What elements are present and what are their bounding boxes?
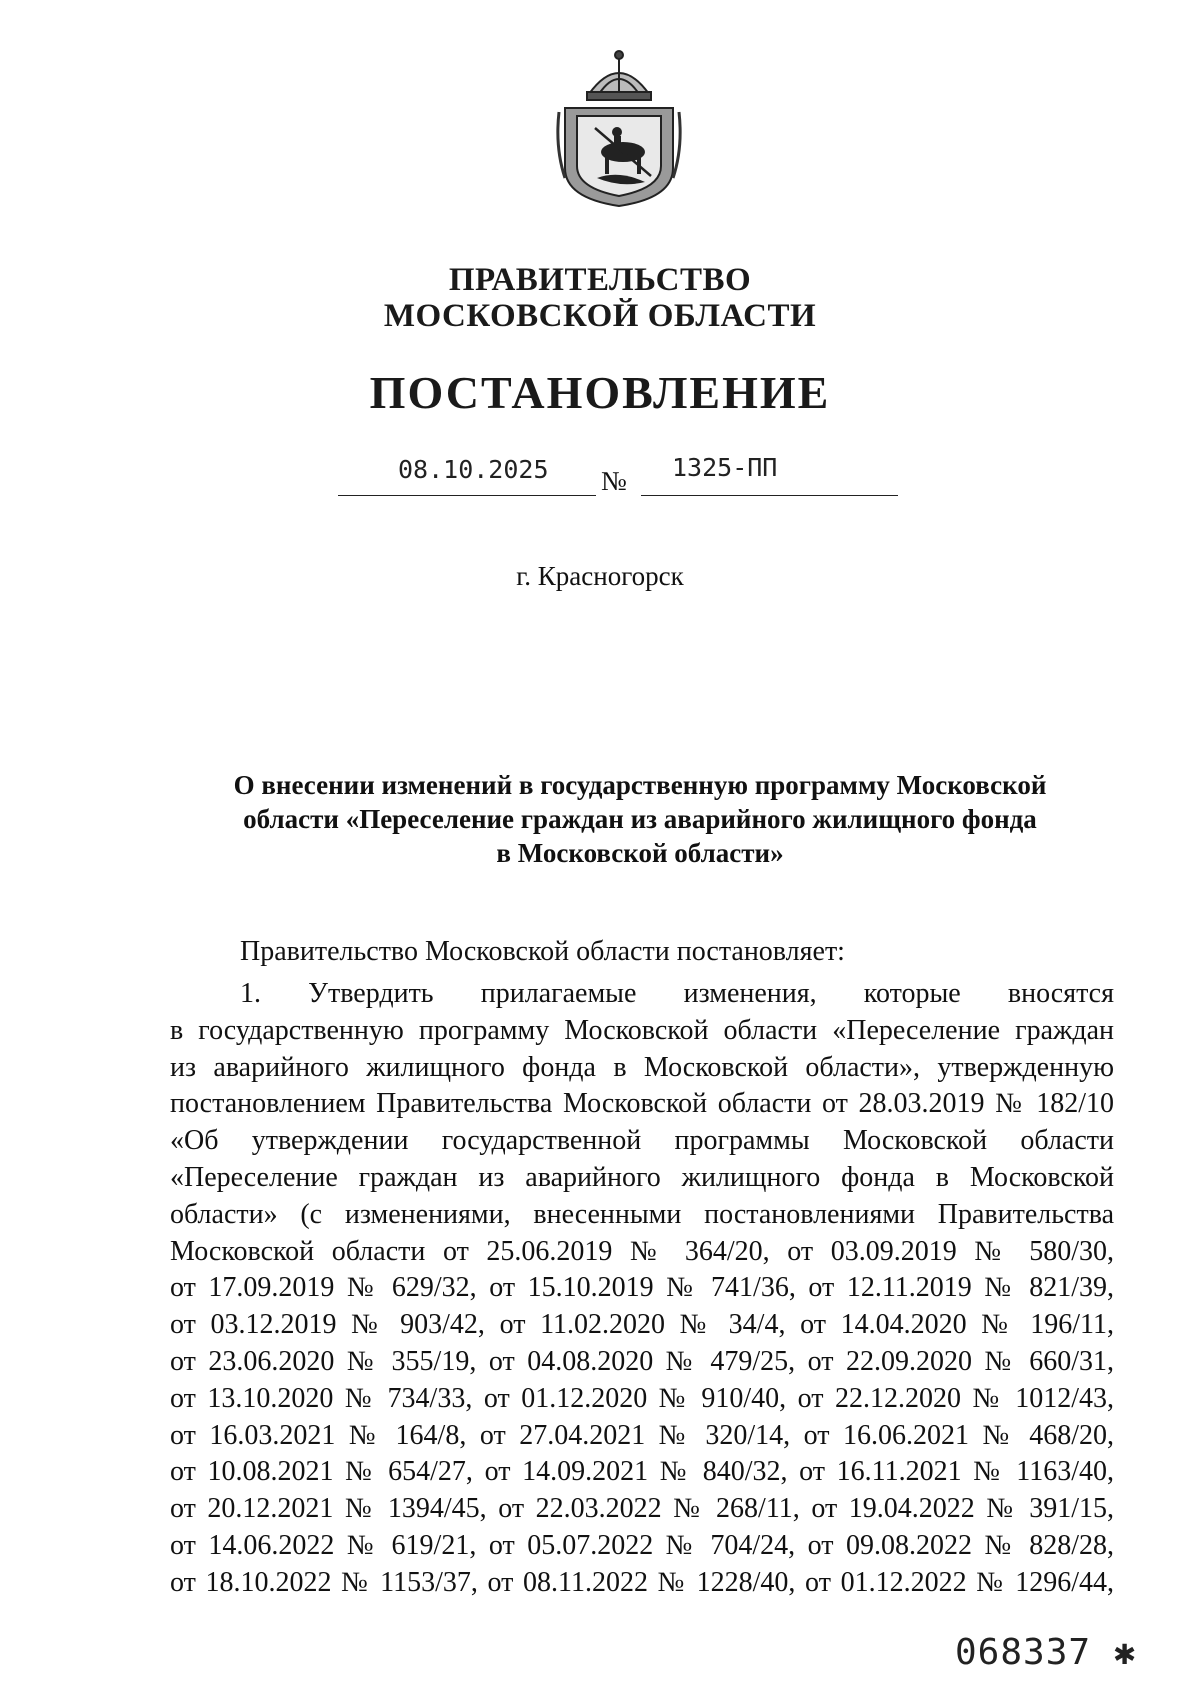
body-line: от 23.06.2020 № 355/19, от 04.08.2020 № 479/25, от 22.09.2020 № 660/31, — [170, 1345, 1114, 1377]
city-name: г. Красногорск — [516, 561, 684, 591]
body-line: из аварийного жилищного фонда в Московской области», утвержденную — [170, 1051, 1114, 1083]
title-line: в Московской области» — [496, 838, 784, 868]
document-date: 08.10.2025 — [398, 455, 549, 484]
body-line: «Переселение граждан из аварийного жилищного фонда в Московской — [170, 1161, 1114, 1193]
body-line: от 14.06.2022 № 619/21, от 05.07.2022 № 704/24, от 09.08.2022 № 828/28, — [170, 1529, 1114, 1561]
body-line: постановлением Правительства Московской области от 28.03.2019 № 182/10 — [170, 1088, 1114, 1120]
body-line: области» (с изменениями, внесенными постановлениями Правительства — [170, 1198, 1114, 1230]
document-type: ПОСТАНОВЛЕНИЕ — [369, 367, 831, 418]
body-paragraph — [170, 976, 1114, 1602]
body-line: от 17.09.2019 № 629/32, от 15.10.2019 № 741/36, от 12.11.2019 № 821/39, — [170, 1272, 1114, 1304]
intro-paragraph: Правительство Московской области постановляет: — [240, 936, 845, 967]
body-line: от 03.12.2019 № 903/42, от 11.02.2020 № 34/4, от 14.04.2020 № 196/11, — [170, 1309, 1114, 1341]
government-name-line2: МОСКОВСКОЙ ОБЛАСТИ — [383, 298, 817, 334]
body-line: Московской области от 25.06.2019 № 364/20, от 03.09.2019 № 580/30, — [170, 1235, 1114, 1267]
serial-number: 068337 ✱ — [955, 1632, 1137, 1673]
number-underline — [641, 495, 898, 496]
document-title — [190, 768, 1090, 870]
title-line: области «Переселение граждан из аварийного жилищного фонда — [243, 804, 1037, 834]
body-line: от 18.10.2022 № 1153/37, от 08.11.2022 № 1228/40, от 01.12.2022 № 1296/44, — [170, 1566, 1114, 1598]
body-line: от 13.10.2020 № 734/33, от 01.12.2020 № 910/40, от 22.12.2020 № 1012/43, — [170, 1382, 1114, 1414]
body-line: от 16.03.2021 № 164/8, от 27.04.2021 № 320/14, от 16.06.2021 № 468/20, — [170, 1419, 1114, 1451]
body-line: от 20.12.2021 № 1394/45, от 22.03.2022 № 268/11, от 19.04.2022 № 391/15, — [170, 1493, 1114, 1525]
number-sign: № — [601, 466, 627, 496]
body-line: «Об утверждении государственной программы Московской области — [170, 1125, 1114, 1157]
date-underline — [338, 495, 596, 496]
government-name-line1: ПРАВИТЕЛЬСТВО — [448, 262, 752, 298]
body-line: 1. Утвердить прилагаемые изменения, которые вносятся — [240, 978, 1114, 1009]
body-line: в государственную программу Московской области «Переселение граждан — [170, 1014, 1114, 1046]
body-line: от 10.08.2021 № 654/27, от 14.09.2021 № 840/32, от 16.11.2021 № 1163/40, — [170, 1456, 1114, 1488]
document-number: 1325-ПП — [672, 453, 778, 482]
title-line: О внесении изменений в государственную программу Московской — [233, 770, 1047, 800]
coat-of-arms-icon — [555, 48, 683, 208]
